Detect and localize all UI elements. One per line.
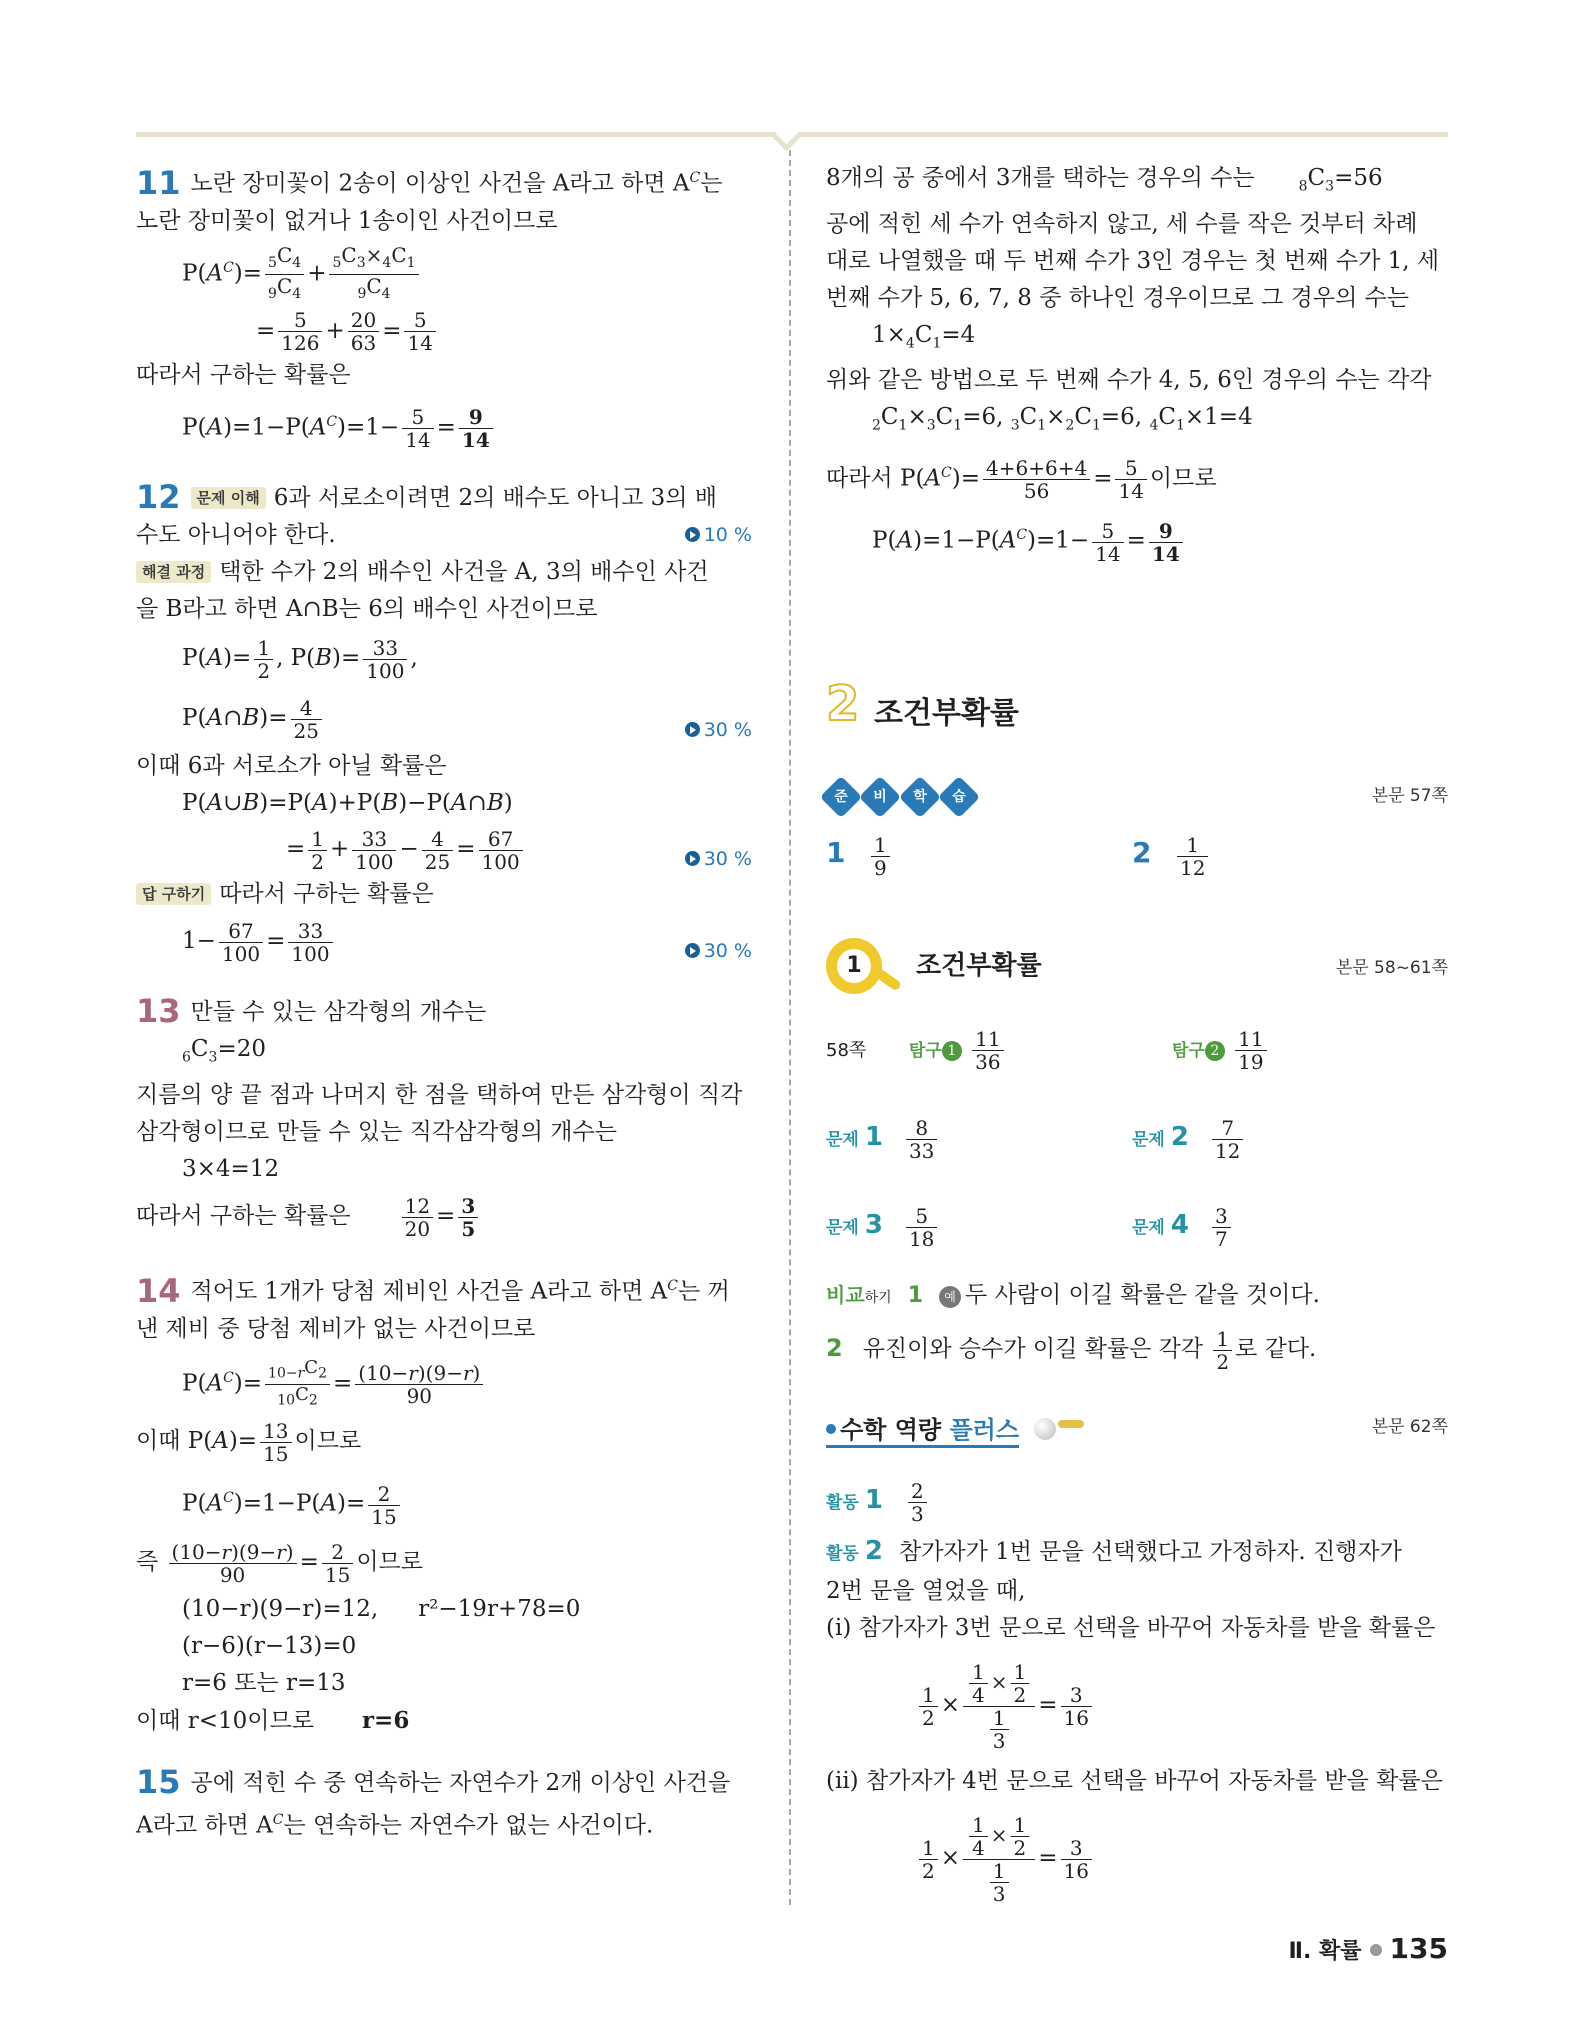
- formula: P(A∩B)= $\frac{4}{25}$ 30 %: [136, 688, 752, 748]
- section-title: 조건부확률: [874, 696, 1019, 732]
- problem-12-line1: 12 문제 이해 6과 서로소이려면 2의 배수도 아니고 3의 배: [136, 478, 717, 517]
- formula: P(A)= $\frac{1}{2}$ , P(B)= $\frac{33}{100}$ ,: [182, 635, 418, 683]
- topic-badge: 1: [826, 938, 882, 994]
- problem-14-line3: 이때 P(A)= $\frac{13}{15}$ 이므로: [136, 1418, 362, 1466]
- score-percent: 10 %: [685, 517, 752, 554]
- formula: = $\frac{1}{2}$ + $\frac{33}{100}$ − $\frac{4}{25}$ = $\frac{67}{100}$ 30 %: [136, 822, 752, 876]
- problem-12-line5: 이때 6과 서로소가 아닐 확률은: [136, 753, 447, 780]
- section-heading: [826, 676, 1448, 742]
- column-divider: [789, 150, 791, 1905]
- key-icon: [1058, 1420, 1084, 1428]
- formula: $P(A^C)=$ $\frac{_{10-r}C_2}{_{10}C_2}$ = $\frac{(10-r)(9-r)}{90}$: [136, 1348, 752, 1414]
- section-number: 2: [826, 676, 860, 733]
- problem-12-line3: 해결 과정 택한 수가 2의 배수인 사건을 A, 3의 배수인 사건: [136, 554, 752, 591]
- cont-line2: 공에 적힌 세 수가 연속하지 않고, 세 수를 작은 것부터 차례: [826, 210, 1418, 237]
- play-icon: [685, 943, 700, 958]
- activity-2-line2: 2번 문을 열었을 때,: [826, 1578, 1026, 1605]
- tag-process: 해결 과정: [136, 561, 211, 583]
- problem-13-line1: 13 만들 수 있는 삼각형의 개수는: [136, 992, 487, 1031]
- problem-13-line5: 따라서 구하는 확률은 $\frac{12}{20}$ = $\frac{3}{5}$: [136, 1188, 752, 1244]
- formula: $P(A^C)=1-P(A)=$ $\frac{2}{15}$: [136, 1469, 752, 1533]
- top-rule-notch: [772, 122, 802, 152]
- formula: (10−r)(9−r)=12, r²−19r+78=0: [182, 1596, 581, 1623]
- activity-2-case2: (ⅱ) 참가자가 4번 문으로 선택을 바꾸어 자동차를 받을 확률은: [826, 1768, 1443, 1795]
- formula: = $\frac{5}{126}$ + $\frac{20}{63}$ = $\frac{5}{14}$: [136, 305, 752, 357]
- topic-title: 조건부확률: [916, 951, 1042, 982]
- explore-answers: 58쪽 탐구 1 $\frac{11}{36}$ 탐구 2 $\frac{11}{19}$: [826, 1016, 1448, 1082]
- page-ref: 본문 57쪽: [1371, 786, 1448, 807]
- tag-understand: 문제 이해: [191, 487, 266, 509]
- score-percent: 30 %: [685, 700, 752, 760]
- page-footer: [1289, 1932, 1448, 1965]
- problem-12-line2: 수도 아니어야 한다. 10 %: [136, 517, 752, 554]
- activity-1: 활동 1 $\frac{2}{3}$: [826, 1470, 1448, 1533]
- formula: 3×4=12: [182, 1156, 280, 1183]
- left-column: [136, 160, 752, 1845]
- formula: P(A∪B)=P(A)+P(B)−P(A∩B): [182, 790, 513, 817]
- cont-line3: 대로 나열했을 때 두 번째 수가 3인 경우는 첫 번째 수가 1, 세: [826, 247, 1440, 274]
- page-ref: 본문 62쪽: [1371, 1417, 1448, 1438]
- formula: $\frac{1}{2}$ × $\frac{1}{4}$ × $\frac{1}{2}$ $\frac{1}{3}$ = $\frac{3}{16}$: [826, 1647, 1448, 1763]
- problem-12-line4: 을 B라고 하면 A∩B는 6의 배수인 사건이므로: [136, 596, 598, 623]
- problem-number: 15: [136, 1763, 181, 1802]
- score-percent: 30 %: [685, 832, 752, 886]
- play-icon: [685, 722, 700, 737]
- page-number: 135: [1389, 1932, 1448, 1965]
- activity-2-line1: 활동 2 참가자가 1번 문을 선택했다고 가정하자. 진행자가: [826, 1536, 1402, 1567]
- compare-line2: 2 유진이와 승수가 이길 확률은 각각 $\frac{1}{2}$ 로 같다.: [826, 1326, 1317, 1374]
- problem-13-line2: 지름의 양 끝 점과 나머지 한 점을 택하여 만든 삼각형이 직각: [136, 1082, 743, 1109]
- problem-number: 11: [136, 163, 181, 202]
- formula: $_2C_1\times_3C_1=6$, $_3C_1\times_2C_1=6$, $_4C_1\times 1=4$: [872, 404, 1253, 434]
- prep-badges: 준 비 학 습: [826, 778, 976, 815]
- prep-header: [826, 778, 1448, 818]
- formula: $_6C_3=20$: [182, 1036, 266, 1067]
- problem-15-line2: A라고 하면 $A^C$는 연속하는 자연수가 없는 사건이다.: [136, 1812, 654, 1839]
- problem-11-line2: 노란 장미꽃이 없거나 1송이인 사건이므로: [136, 207, 558, 234]
- prep-answers: 1 $\frac{1}{9}$ 2 $\frac{1}{12}$: [826, 818, 1448, 888]
- chapter-label: Ⅱ. 확률: [1288, 1939, 1362, 1964]
- problem-11-line1: 11 노란 장미꽃이 2송이 이상인 사건을 A라고 하면 $A^C$는: [136, 163, 723, 202]
- activity-2-case1: (ⅰ) 참가자가 3번 문으로 선택을 바꾸어 자동차를 받을 확률은: [826, 1615, 1436, 1642]
- problem-answers-row1: 문제 1 $\frac{8}{33}$ 문제 2 $\frac{7}{12}$: [826, 1104, 1448, 1170]
- cont-line4: 번째 수가 5, 6, 7, 8 중 하나인 경우이므로 그 경우의 수는: [826, 284, 1410, 311]
- page-ref: 본문 58~61쪽: [1335, 958, 1448, 979]
- formula: $P(A^C)=$ $\frac{_5C_4}{_9C_4}$ + $\frac{_5C_3\times_4C_1}{_9C_4}$: [136, 240, 752, 305]
- cont-line5: 위와 같은 방법으로 두 번째 수가 4, 5, 6인 경우의 수는 각각: [826, 367, 1432, 394]
- formula: (r−6)(r−13)=0: [182, 1633, 357, 1660]
- problem-12-line6: 답 구하기 따라서 구하는 확률은: [136, 876, 752, 913]
- problem-13-line3: 삼각형이므로 만들 수 있는 직각삼각형의 개수는: [136, 1119, 617, 1146]
- problem-number: 12: [136, 478, 181, 517]
- problem-14-line4: 즉 $\frac{(10-r)(9-r)}{90}$ = $\frac{2}{15}$ 이므로: [136, 1539, 423, 1587]
- score-percent: 30 %: [685, 923, 752, 979]
- problem-14-line1: 14 적어도 1개가 당첨 제비인 사건을 A라고 하면 $A^C$는 꺼: [136, 1271, 730, 1310]
- formula: $\frac{1}{2}$ × $\frac{1}{4}$ × $\frac{1}{2}$ $\frac{1}{3}$ = $\frac{3}{16}$: [826, 1800, 1448, 1916]
- formula: 1− $\frac{67}{100}$ = $\frac{33}{100}$ 30 %: [136, 913, 752, 969]
- formula: r=6 또는 r=13: [182, 1670, 346, 1697]
- formula: $1\times_4C_1=4$: [872, 321, 976, 352]
- problem-number: 13: [136, 992, 181, 1031]
- topic-heading: [826, 938, 1448, 1000]
- problem-number: 14: [136, 1271, 181, 1310]
- play-icon: [685, 527, 700, 542]
- formula: $P(A)=1-P(A^C)=1-$ $\frac{5}{14}$ = $\frac{9}{14}$: [826, 506, 1448, 570]
- conclusion: 따라서 구하는 확률은: [136, 361, 351, 388]
- plus-heading: 수학 역량 플러스 본문 62쪽: [826, 1400, 1448, 1446]
- problem-14-line5: 이때 r<10이므로 r=6: [136, 1707, 410, 1735]
- cont-line6: 따라서 $P(A^C)=$ $\frac{4+6+6+4}{56}$ = $\frac{5}{14}$ 이므로: [826, 455, 1217, 503]
- problem-15-line1: 15 공에 적힌 수 중 연속하는 자연수가 2개 이상인 사건을: [136, 1763, 731, 1802]
- problem-14-line2: 낸 제비 중 당첨 제비가 없는 사건이므로: [136, 1315, 536, 1342]
- formula: $P(A)=1-P(A^C)=1-$ $\frac{5}{14}$ = $\frac{9}{14}$: [136, 394, 752, 456]
- cont-line1: 8개의 공 중에서 3개를 택하는 경우의 수는 $_8C_3=56$: [826, 165, 1383, 195]
- compare-line1: 비교하기 1 예 두 사람이 이길 확률은 같을 것이다.: [826, 1282, 1320, 1309]
- tag-answer: 답 구하기: [136, 883, 211, 905]
- problem-answers-row2: 문제 3 $\frac{5}{18}$ 문제 4 $\frac{3}{7}$: [826, 1192, 1448, 1258]
- play-icon: [685, 851, 700, 866]
- ball-icon: [1034, 1418, 1056, 1440]
- right-column: [826, 160, 1448, 1916]
